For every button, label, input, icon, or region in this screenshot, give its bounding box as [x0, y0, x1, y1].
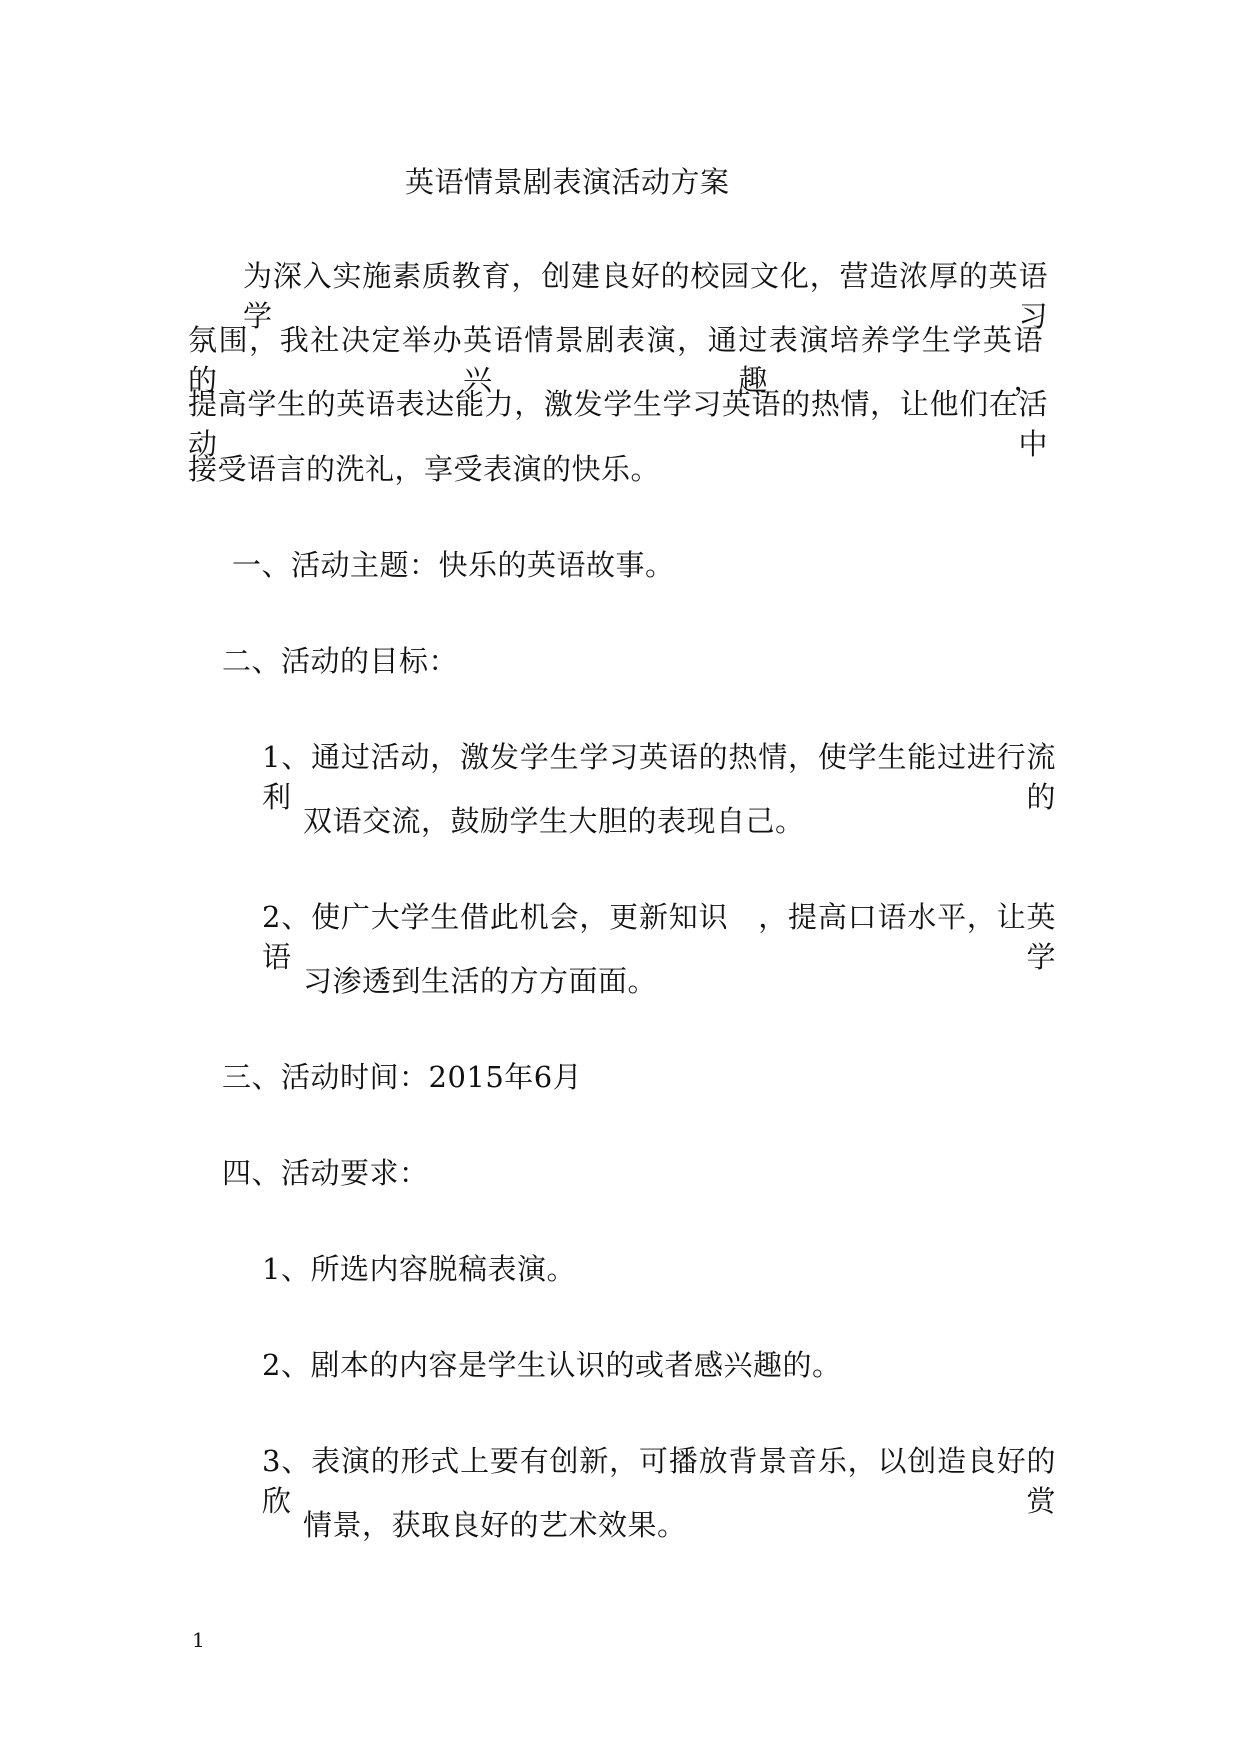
section-heading-requirements: 四、活动要求： [222, 1156, 429, 1190]
document-title: 英语情景剧表演活动方案 [405, 165, 730, 199]
section-heading-goals: 二、活动的目标： [222, 644, 459, 678]
goal-2-line-1: 2、使广大学生借此机会，更新知识 ，提高口语水平，让英语学 [262, 900, 1056, 974]
intro-line-3: 提高学生的英语表达能力，激发学生学习英语的热情，让他们在活动中 [188, 387, 1048, 461]
section-heading-time: 三、活动时间：2015年6月 [222, 1060, 583, 1094]
requirement-3-line-1: 3、表演的形式上要有创新，可播放背景音乐，以创造良好的欣赏 [262, 1444, 1056, 1518]
goal-2-line-2: 习渗透到生活的方方面面。 [303, 964, 658, 998]
requirement-1: 1、所选内容脱稿表演。 [262, 1252, 576, 1286]
goal-1-line-2: 双语交流，鼓励学生大胆的表现自己。 [303, 804, 805, 838]
page-number: 1 [192, 1628, 205, 1652]
intro-line-2: 氛围，我社决定举办英语情景剧表演，通过表演培养学生学英语的兴趣， [188, 323, 1043, 397]
intro-line-4: 接受语言的洗礼，享受表演的快乐。 [188, 452, 661, 486]
intro-line-1: 为深入实施素质教育，创建良好的校园文化，营造浓厚的英语学习 [243, 259, 1048, 333]
section-heading-theme: 一、活动主题：快乐的英语故事。 [232, 548, 675, 582]
requirement-3-line-2: 情景，获取良好的艺术效果。 [303, 1508, 687, 1542]
requirement-2: 2、剧本的内容是学生认识的或者感兴趣的。 [262, 1348, 842, 1382]
goal-1-line-1: 1、通过活动，激发学生学习英语的热情，使学生能过进行流利的 [262, 740, 1056, 814]
